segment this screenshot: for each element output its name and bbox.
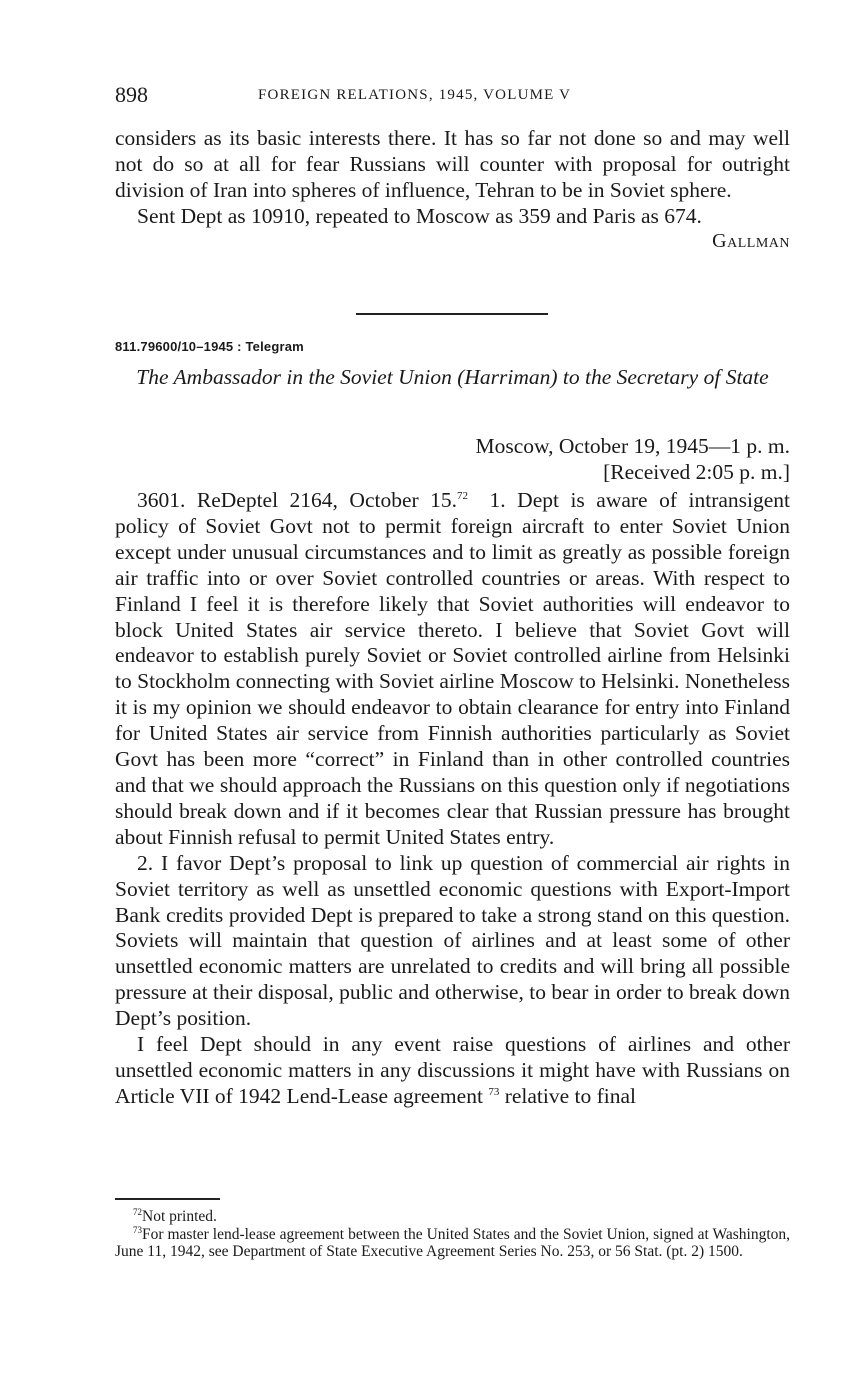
footnote-mark: 72 <box>133 1207 142 1217</box>
paragraph-3 <box>115 1032 790 1110</box>
footnote-text: Not printed. <box>142 1208 217 1225</box>
footnote-72 <box>115 1208 790 1226</box>
received-line: [Received 2:05 p. m.] <box>603 460 790 484</box>
running-header <box>115 82 790 110</box>
footnotes <box>115 1208 790 1261</box>
continued-paragraph: considers as its basic interests there. It has so far not done so and may well not do so at all for fear Russians will counter with proposal for outright division of Iran into spheres of influence, Tehran to be in Soviet sphere. <box>115 126 790 202</box>
footnote-ref-72: 72 <box>457 490 469 502</box>
signature: Gallman <box>712 229 790 252</box>
paragraph-1 <box>115 488 790 851</box>
continued-section <box>115 126 790 252</box>
running-title: FOREIGN RELATIONS, 1945, VOLUME V <box>258 87 572 103</box>
dateline: Moscow, October 19, 1945—1 p. m. <box>475 434 790 458</box>
paragraph-2: 2. I favor Dept’s proposal to link up question of commercial air rights in Soviet territory as well as unsettled economic questions with Export-Import Bank credits provided Dept is prepared to take a strong stand on this question. Soviets will maintain that question of airlines and at least some of other unsettled economic matters are unrelated to credits and will bring all possible pressure at their disposal, public and otherwise, to bear in order to break down Dept’s position. <box>115 850 790 1031</box>
dateline-block <box>475 433 790 485</box>
footnote-mark: 73 <box>133 1224 142 1235</box>
section-divider <box>356 313 548 315</box>
page-number: 898 <box>115 82 148 107</box>
paragraph-3-tail: relative to final <box>504 1083 637 1108</box>
paragraph-3-lead: I feel Dept should in any event raise questions of airlines and other unsettled economic matters in any discussions it might have with Russians on Article VII of 1942 Lend-Lease agreement <box>115 1032 790 1108</box>
footnote-text: For master lend-lease agreement between the United States and the Soviet Union, signed at Washington, June 11, 1942, see Department of State Executive Agreement Series No. 253, or 56 Stat. (pt. 2) 1500. <box>115 1225 790 1260</box>
footnote-ref-73: 73 <box>488 1085 500 1098</box>
file-reference: 811.79600/10–1945 : Telegram <box>115 339 304 354</box>
document-heading: The Ambassador in the Soviet Union (Harriman) to the Secretary of State <box>136 365 769 389</box>
paragraph-1-body: 1. Dept is aware of intransigent policy of Soviet Govt not to permit foreign aircraft to enter Soviet Union except under unusual circumstances and to limit as greatly as possible foreign air traffic into or over Soviet controlled countries or areas. With respect to Finland I feel it is therefore likely that Soviet authorities will endeavor to block United States air service thereto. I believe that Soviet Govt will endeavor to establish purely Soviet or Soviet controlled airline from Helsinki to Stockholm connecting with Soviet airline Moscow to Helsinki. Nonetheless it is my opinion we should endeavor to obtain clearance for entry into Finland for United States air service from Finnish authorities particularly as Soviet Govt has been more “correct” in Finland than in other controlled countries and that we should approach the Russians on this question only if negotiations should break down and if it becomes clear that Russian pressure has brought about Finnish refusal to permit United States entry. <box>115 488 790 849</box>
sent-line: Sent Dept as 10910, repeated to Moscow as 359 and Paris as 674. <box>137 203 702 228</box>
paragraph-1-lead: 3601. ReDeptel 2164, October 15. <box>137 488 458 512</box>
footnote-73 <box>115 1226 790 1261</box>
telegram-body <box>115 488 790 1110</box>
footnote-rule <box>115 1198 220 1200</box>
